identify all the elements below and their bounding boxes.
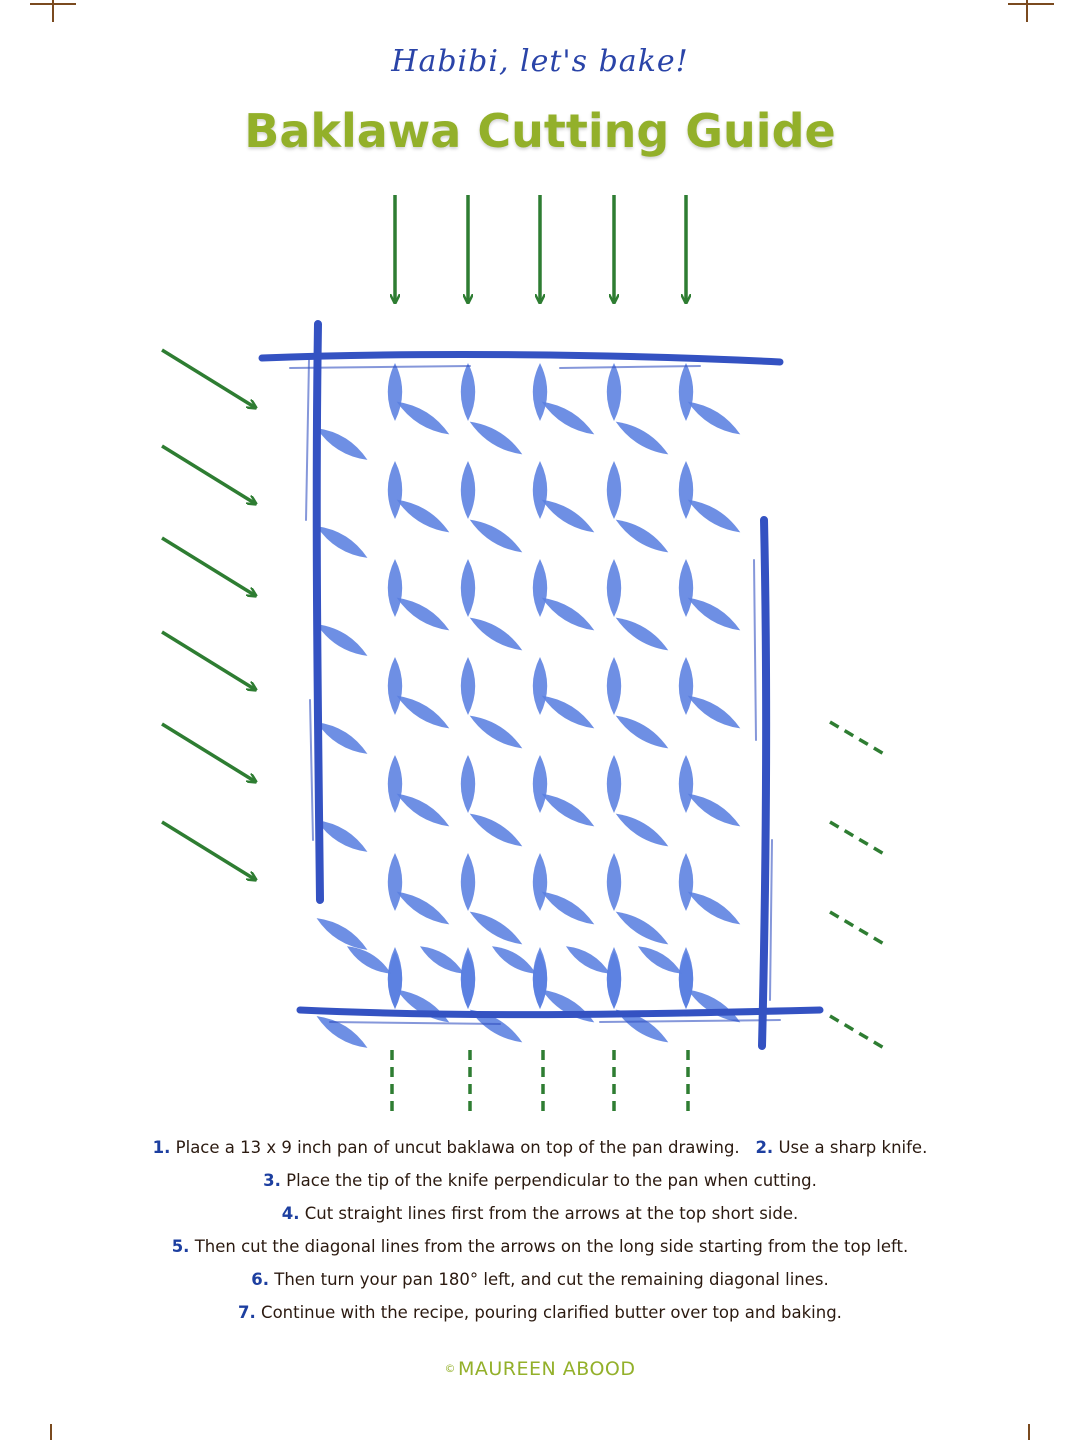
cut-mark: [393, 396, 453, 440]
step-number: 6.: [251, 1270, 269, 1289]
cut-mark: [393, 690, 453, 734]
cut-mark: [388, 755, 402, 813]
diamond-cut-pattern: [313, 363, 744, 1054]
cut-mark: [533, 461, 547, 519]
cut-mark: [461, 947, 475, 1009]
cut-mark: [679, 559, 693, 617]
instruction-line-4: [0, 1233, 1080, 1266]
pan-edge-bottom-rough: [330, 1020, 780, 1024]
cut-mark: [388, 947, 402, 1009]
left-arrow: [162, 538, 256, 596]
cut-mark: [533, 755, 547, 813]
cut-mark: [393, 788, 453, 832]
left-arrow: [162, 822, 256, 880]
step-number: 2.: [755, 1138, 774, 1157]
cut-mark: [679, 755, 693, 813]
cut-mark: [679, 853, 693, 911]
pan-edge-top: [262, 355, 780, 362]
right-dash-guide: [830, 1016, 884, 1048]
cut-mark: [461, 853, 475, 911]
cut-mark: [466, 710, 526, 754]
cut-mark: [466, 906, 526, 950]
cut-mark: [612, 906, 672, 950]
cut-mark: [313, 1010, 371, 1053]
cut-mark: [533, 657, 547, 715]
pan-edge-right: [762, 520, 766, 1046]
cut-mark: [538, 592, 598, 636]
cut-mark: [461, 657, 475, 715]
instructions: [0, 1134, 1080, 1332]
pan-edge-left-rough: [306, 360, 313, 840]
cut-mark: [679, 947, 693, 1009]
right-dash-guide: [830, 912, 884, 944]
cut-mark: [679, 461, 693, 519]
cut-mark: [612, 612, 672, 656]
cut-mark: [612, 808, 672, 852]
cut-mark: [612, 710, 672, 754]
cut-mark: [607, 559, 621, 617]
cut-mark: [417, 941, 468, 979]
step-text: Use a sharp knife.: [778, 1138, 928, 1157]
cut-mark: [533, 947, 547, 1009]
cut-mark: [313, 618, 371, 661]
cut-mark: [684, 396, 744, 440]
brand-name: MAUREEN ABOOD: [458, 1358, 636, 1380]
cut-mark: [538, 494, 598, 538]
cut-mark: [466, 1004, 526, 1048]
instruction-line-1: [0, 1134, 1080, 1167]
left-arrow: [162, 632, 256, 690]
left-arrow: [162, 446, 256, 504]
cut-mark: [461, 363, 475, 421]
cut-mark: [466, 808, 526, 852]
cut-mark: [388, 657, 402, 715]
cut-mark: [684, 494, 744, 538]
cut-mark: [607, 947, 621, 1009]
cut-mark: [344, 941, 395, 979]
cut-mark: [388, 363, 402, 421]
step-text: Continue with the recipe, pouring clarified butter over top and baking.: [261, 1303, 842, 1322]
cut-mark: [393, 886, 453, 930]
cut-mark: [533, 559, 547, 617]
step-number: 5.: [171, 1237, 190, 1256]
page-title: Baklawa Cutting Guide: [244, 104, 836, 158]
cut-mark: [388, 559, 402, 617]
step-number: 4.: [281, 1204, 300, 1223]
cut-mark: [393, 494, 453, 538]
footer-brand: [0, 1358, 1080, 1380]
cut-mark: [612, 514, 672, 558]
cut-mark: [607, 657, 621, 715]
cut-mark: [388, 853, 402, 911]
pan-edge-top-rough: [290, 366, 700, 368]
step-text: Place a 13 x 9 inch pan of uncut baklawa on top of the pan drawing.: [175, 1138, 740, 1157]
step-number: 1.: [152, 1138, 171, 1157]
cut-mark: [607, 461, 621, 519]
right-dash-guide: [830, 722, 884, 754]
step-text: Then cut the diagonal lines from the arrows on the long side starting from the top left.: [194, 1237, 909, 1256]
cut-mark: [533, 853, 547, 911]
cut-mark: [684, 886, 744, 930]
copyright-symbol: ©: [444, 1362, 456, 1375]
cut-mark: [489, 941, 540, 979]
cut-mark: [461, 559, 475, 617]
script-subtitle: Habibi, let's bake!: [391, 44, 689, 79]
cut-mark: [533, 363, 547, 421]
cut-mark: [393, 984, 453, 1028]
cut-mark: [313, 912, 371, 955]
cut-mark: [461, 461, 475, 519]
step-text: Place the tip of the knife perpendicular to the pan when cutting.: [286, 1171, 817, 1190]
cut-mark: [466, 612, 526, 656]
instruction-line-6: [0, 1299, 1080, 1332]
cut-mark: [538, 886, 598, 930]
pan-edge-bottom: [300, 1010, 820, 1015]
cut-mark: [635, 941, 686, 979]
cut-mark: [684, 592, 744, 636]
cut-mark: [538, 788, 598, 832]
cut-mark: [538, 690, 598, 734]
cut-mark: [538, 396, 598, 440]
cut-mark: [393, 592, 453, 636]
instruction-line-2: [0, 1167, 1080, 1200]
cut-mark: [461, 755, 475, 813]
cut-mark: [679, 363, 693, 421]
cut-mark: [466, 416, 526, 460]
cut-mark: [684, 788, 744, 832]
left-arrow: [162, 350, 256, 408]
cut-mark: [563, 941, 614, 979]
step-number: 7.: [238, 1303, 256, 1322]
cut-mark: [607, 853, 621, 911]
cut-mark: [612, 416, 672, 460]
cut-mark: [607, 755, 621, 813]
step-text: Then turn your pan 180° left, and cut the remaining diagonal lines.: [274, 1270, 829, 1289]
right-dash-guide: [830, 822, 884, 854]
left-arrow: [162, 724, 256, 782]
step-text: Cut straight lines first from the arrows at the top short side.: [304, 1204, 799, 1223]
cut-mark: [313, 520, 371, 563]
instruction-line-3: [0, 1200, 1080, 1233]
cut-mark: [313, 422, 371, 465]
step-number: 3.: [263, 1171, 281, 1190]
cut-mark: [607, 363, 621, 421]
cut-mark: [388, 461, 402, 519]
cut-mark: [538, 984, 598, 1028]
cut-mark: [466, 514, 526, 558]
cut-mark: [684, 690, 744, 734]
cut-mark: [679, 657, 693, 715]
pan-edge-left: [317, 324, 320, 900]
instruction-line-5: [0, 1266, 1080, 1299]
